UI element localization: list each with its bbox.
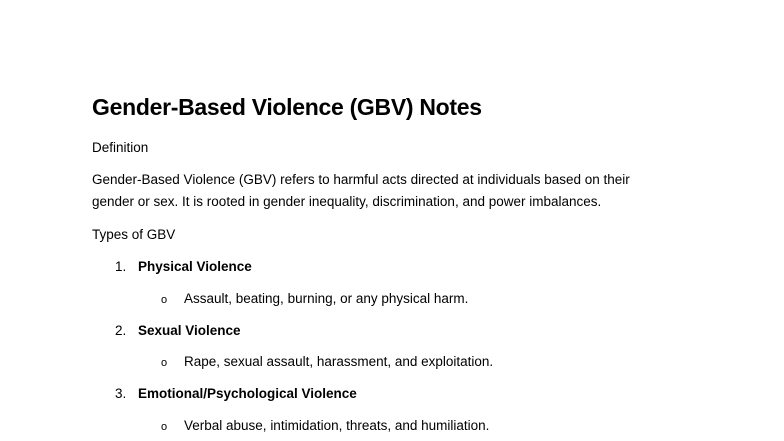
sub-bullet-emotional-violence xyxy=(161,415,489,438)
list-item-sexual-violence xyxy=(115,320,241,342)
document-title: Gender-Based Violence (GBV) Notes xyxy=(92,94,482,120)
bullet-marker: o xyxy=(161,294,168,306)
sub-bullet-physical-violence xyxy=(161,288,468,311)
sub-bullet-text: Rape, sexual assault, harassment, and exploitation. xyxy=(184,354,494,369)
bullet-marker: o xyxy=(161,357,168,369)
definition-paragraph xyxy=(92,169,630,213)
sub-bullet-sexual-violence xyxy=(161,351,493,374)
list-number: 2. xyxy=(115,323,127,338)
bullet-marker: o xyxy=(161,421,168,433)
definition-line: gender or sex. It is rooted in gender inequality, discrimination, and power imbalances. xyxy=(92,194,602,209)
list-item-label: Sexual Violence xyxy=(138,323,241,338)
list-number: 1. xyxy=(115,259,127,274)
types-heading: Types of GBV xyxy=(92,227,176,242)
list-item-label: Physical Violence xyxy=(138,259,252,274)
sub-bullet-text: Assault, beating, burning, or any physical harm. xyxy=(184,291,469,306)
list-number: 3. xyxy=(115,386,127,401)
list-item-emotional-violence xyxy=(115,383,357,405)
definition-heading: Definition xyxy=(92,140,149,155)
sub-bullet-text: Verbal abuse, intimidation, threats, and humiliation. xyxy=(184,418,490,433)
definition-line: Gender-Based Violence (GBV) refers to harmful acts directed at individuals based on their xyxy=(92,172,630,187)
list-item-physical-violence xyxy=(115,256,252,278)
list-item-label: Emotional/Psychological Violence xyxy=(138,386,357,401)
